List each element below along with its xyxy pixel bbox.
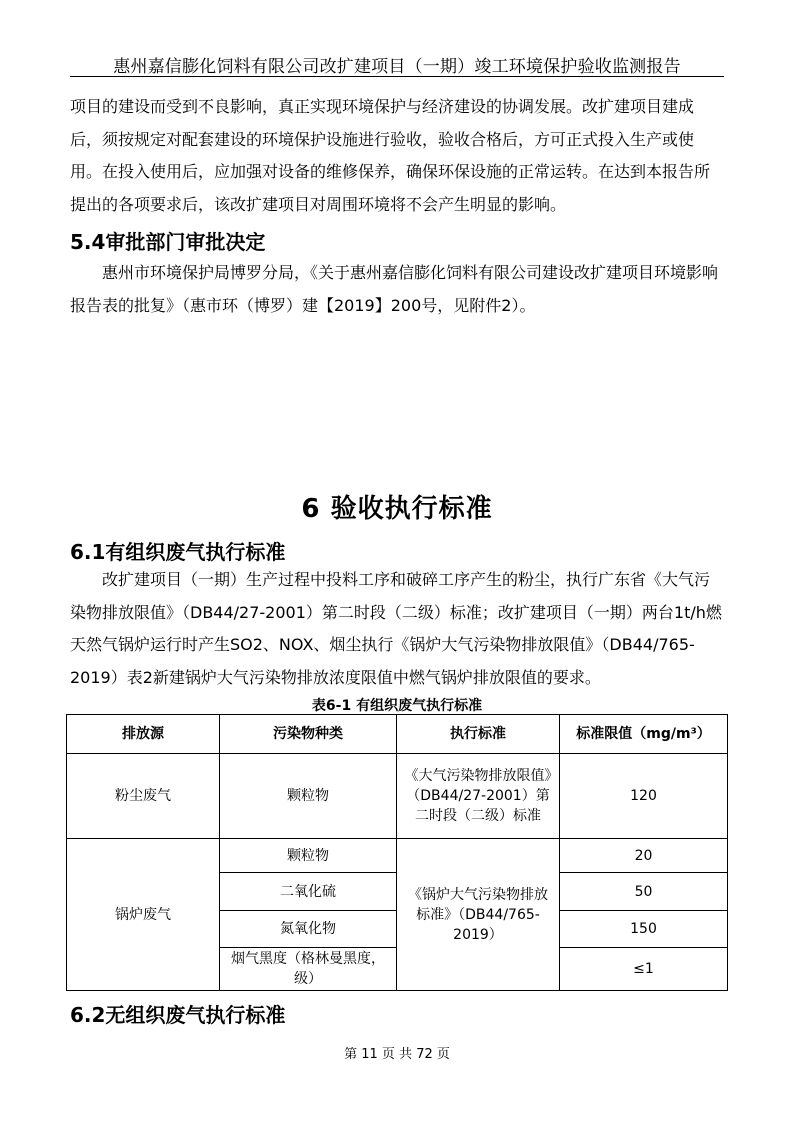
intro-paragraph: 项目的建设而受到不良影响，真正实现环境保护与经济建设的协调发展。改扩建项目建成后，须按规定对配套建设的环境保护设施进行验收，验收合格后，方可正式投入生产或使用。在投入使用后，应加强对设备的维修保养，确保环保设施的正常运转。在达到本报告所提出的各项要求后，该改扩建项目对周围环境将不会产生明显的影响。 — [70, 97, 711, 215]
section-6-1-paragraph: 改扩建项目（一期）生产过程中投料工序和破碎工序产生的粉尘，执行广东省《大气污染物排放限值》（DB44/27-2001）第二时段（二级）标准；改扩建项目（一期）两台1t/h燃天然气锅炉运行时产生SO2、NOX、烟尘执行《锅炉大气污染物排放限值》（DB44/765-2019）表2新建锅炉大气污染物排放浓度限值中燃气锅炉排放限值的要求。 — [70, 570, 722, 688]
cell-standard: 《大气污染物排放限值》（DB44/27-2001）第二时段（二级）标准 — [397, 754, 560, 839]
table-row — [67, 839, 728, 873]
cell-standard: 《锅炉大气污染物排放标准》（DB44/765-2019） — [397, 839, 560, 991]
cell-limit: 50 — [560, 873, 728, 911]
table-row — [67, 754, 728, 839]
header-standard: 执行标准 — [397, 715, 560, 754]
chapter-6-heading: 6 验收执行标准 — [301, 494, 493, 524]
cell-limit: 150 — [560, 911, 728, 948]
emission-standard-table — [66, 714, 728, 991]
cell-limit: 20 — [560, 839, 728, 873]
section-6-1-heading: 6.1有组织废气执行标准 — [70, 540, 286, 564]
header-divider — [70, 76, 724, 77]
table-header-row — [67, 715, 728, 754]
page-footer: 第 11 页 共 72 页 — [344, 1047, 450, 1062]
cell-limit: ≤1 — [560, 948, 728, 991]
cell-source: 锅炉废气 — [67, 839, 220, 991]
section-5-4-heading: 5.4审批部门审批决定 — [70, 230, 266, 254]
cell-pollutant: 氮氧化物 — [220, 911, 397, 948]
section-6-2-heading: 6.2无组织废气执行标准 — [70, 1003, 286, 1027]
cell-pollutant: 颗粒物 — [220, 839, 397, 873]
cell-pollutant: 颗粒物 — [220, 754, 397, 839]
cell-limit: 120 — [560, 754, 728, 839]
section-5-4-paragraph: 惠州市环境保护局博罗分局，《关于惠州嘉信膨化饲料有限公司建设改扩建项目环境影响报告表的批复》（惠市环（博罗）建【2019】200号，见附件2）。 — [70, 263, 719, 315]
cell-source: 粉尘废气 — [67, 754, 220, 839]
header-pollutant: 污染物种类 — [220, 715, 397, 754]
header-limit: 标准限值（mg/m³） — [560, 715, 728, 754]
table-caption: 表6-1 有组织废气执行标准 — [311, 698, 483, 714]
header-source: 排放源 — [67, 715, 220, 754]
cell-pollutant: 烟气黑度（格林曼黑度，级） — [220, 948, 397, 991]
page-header-title: 惠州嘉信膨化饲料有限公司改扩建项目（一期）竣工环境保护验收监测报告 — [113, 57, 681, 77]
cell-pollutant: 二氧化硫 — [220, 873, 397, 911]
